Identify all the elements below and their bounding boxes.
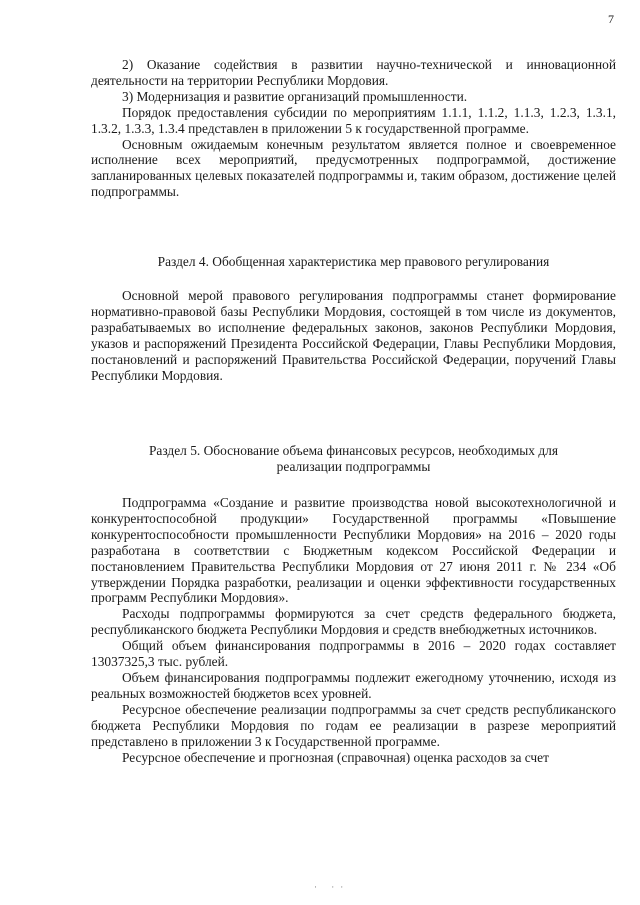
section-4-body <box>91 288 616 383</box>
section-5-paragraph-annual-update: Объем финансирования подпрограммы подлежит ежегодному уточнению, исходя из реальных возможностей бюджетов всех уровней. <box>91 669 616 701</box>
section-5-body <box>91 495 616 765</box>
section-5-paragraph-total-volume: Общий объем финансирования подпрограммы в 2016 – 2020 годах составляет 13037325,3 тыс. рублей. <box>91 638 616 670</box>
section-5-heading-line2: реализации подпрограммы <box>276 458 431 474</box>
section-5-paragraph-resource-forecast: Ресурсное обеспечение и прогнозная (справочная) оценка расходов за счет <box>122 749 549 765</box>
intro-block <box>91 57 616 200</box>
section-5-paragraph-funding-sources: Расходы подпрограммы формируются за счет средств федерального бюджета, республиканского бюджета Республики Мордовия и средств внебюджетных источников. <box>91 606 616 638</box>
paragraph-expected-result: Основным ожидаемым конечным результатом является полное и своевременное исполнение всех мероприятий, предусмотренных подпрограммой, достижение запланированных целевых показателей подпрограммы и, таким образом, достижение целей подпрограммы. <box>91 136 616 200</box>
paragraph-subsidy-order: Порядок предоставления субсидии по мероприятиям 1.1.1, 1.1.2, 1.1.3, 1.2.3, 1.3.1, 1.3.2, 1.3.3, 1.3.4 представлен в приложении 5 к государственной программе. <box>91 104 616 136</box>
page-number: 7 <box>608 12 614 26</box>
scan-artifact: · ·· <box>314 882 350 892</box>
section-4-heading-block <box>91 254 616 270</box>
section-4-heading: Раздел 4. Обобщенная характеристика мер правового регулирования <box>157 254 550 269</box>
paragraph-item-3: 3) Модернизация и развитие организаций промышленности. <box>122 88 468 104</box>
section-5-paragraph-legal-basis: Подпрограмма «Создание и развитие производства новой высокотехнологичной и конкурентоспособной продукции» Государственной программы «Повышение конкурентоспособности промышленности Республики Мордовия» на 2016 – 2020 годы разработана в соответствии с Бюджетным кодексом Российской Федерации и постановлением Правительства Республики Мордовия от 27 июня 2011 г. № 234 «Об утверждении Порядка разработки, реализации и оценки эффективности государственных программ Республики Мордовия». <box>91 495 616 606</box>
section-5-paragraph-resource-republic: Ресурсное обеспечение реализации подпрограммы за счет средств республиканского бюджета Республики Мордовия по годам ее реализации в разрезе мероприятий представлено в приложении 3 к Государственной программе. <box>91 701 616 749</box>
section-5-heading-block <box>91 443 616 475</box>
paragraph-item-2: 2) Оказание содействия в развитии научно-технической и инновационной деятельности на территории Республики Мордовия. <box>91 57 616 88</box>
section-5-heading-line1: Раздел 5. Обоснование объема финансовых ресурсов, необходимых для <box>148 443 558 458</box>
section-4-paragraph: Основной мерой правового регулирования подпрограммы станет формирование нормативно-правовой базы Республики Мордовия, состоящей в том числе из документов, разрабатываемых во исполнение федеральных законов, законов Республики Мордовия, указов и распоряжений Президента Российской Федерации, Главы Республики Мордовия, постановлений и распоряжений Правительства Российской Федерации, поручений Главы Республики Мордовия. <box>91 288 616 383</box>
